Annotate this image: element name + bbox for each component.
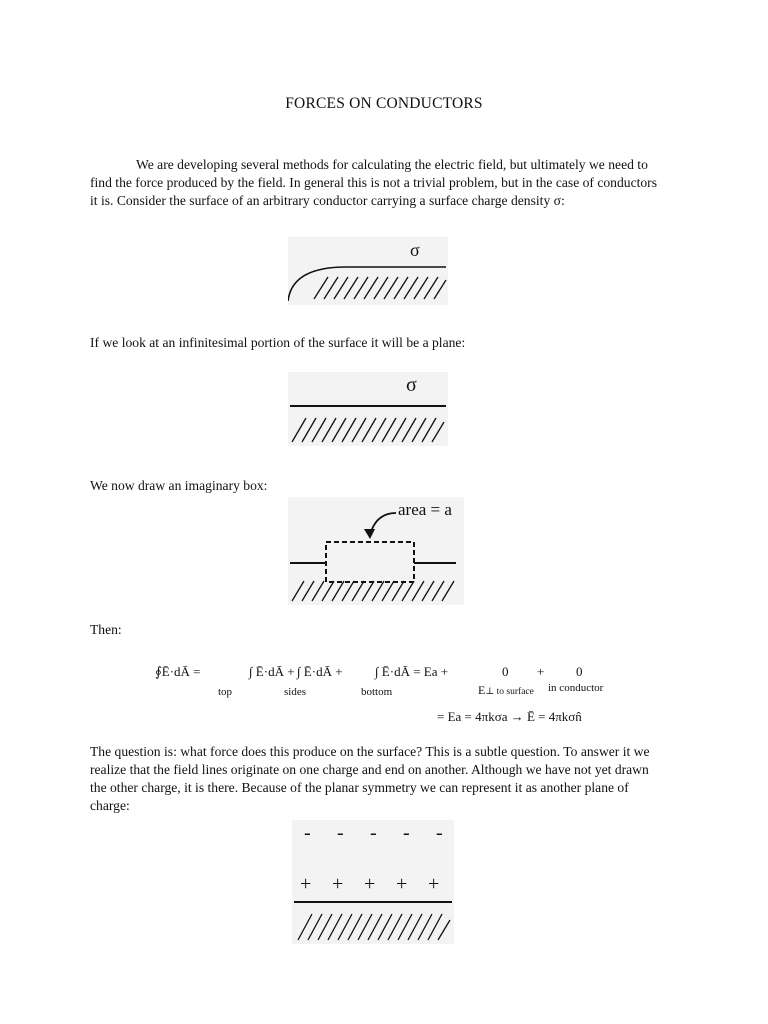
minus-charge: - [370,822,377,844]
plus-charge: + [428,873,440,895]
paragraph-plane: If we look at an infinitesimal portion of the surface it will be a plane: [90,335,466,350]
eq-term-bottom: ∫ Ē·dĀ = Ea + [375,664,449,679]
area-label: area = a [398,500,452,519]
figure-plane-surface [288,372,448,446]
minus-charge: - [304,822,311,844]
minus-charge: - [403,822,410,844]
eq-term-sides: ∫ Ē·dĀ + [297,664,343,679]
eq-lhs: ∮Ē·dĀ = [155,664,201,679]
figure-two-charge-planes [292,820,454,944]
plus-charge: + [332,873,344,895]
eq-zero-2: 0 [576,664,583,679]
sub-perp-e: E [478,683,486,697]
plus-charge: + [396,873,408,895]
paragraph-then: Then: [90,622,122,637]
equation-line-1 [155,664,201,680]
plus-charge: + [300,873,312,895]
paragraph-box: We now draw an imaginary box: [90,478,268,493]
sub-bottom: bottom [361,686,393,698]
sub-perp-surface [478,681,534,699]
sub-sides: sides [284,686,306,698]
minus-charge: - [337,822,344,844]
eq-zero-1: 0 [502,664,509,679]
sub-top: top [218,686,233,698]
equation-line-2: = Ea = 4πkσa → Ē = 4πkσn̂ [437,709,582,724]
sub-in-conductor: in conductor [548,682,604,694]
plus-charge: + [364,873,376,895]
figure-gaussian-box [288,497,464,605]
eq-plus: + [537,664,545,679]
sigma-label: σ [406,374,417,396]
figure-conductor-surface [288,237,448,305]
eq-term-top: ∫ Ē·dĀ + [249,664,295,679]
paragraph-intro [90,156,660,210]
page-title: FORCES ON CONDUCTORS [285,95,483,112]
sub-perp-text: ⊥ to surface [485,687,534,697]
paragraph-intro-text: We are developing several methods for calculating the electric field, but ultimately we need to find the force produced by the field. In general this is not a trivial problem, but in the case of conductors it is. Consider the surface of an arbitrary conductor carrying a surface charge density σ: [90,157,657,208]
paragraph-question: The question is: what force does this produce on the surface? This is a subtle question. To answer it we realize that the field lines originate on one charge and end on another. Although we have not yet drawn the other charge, it is there. Because of the planar symmetry we can represent it as another plane of charge: [90,744,650,813]
minus-charge: - [436,822,443,844]
sigma-label: σ [410,240,420,260]
